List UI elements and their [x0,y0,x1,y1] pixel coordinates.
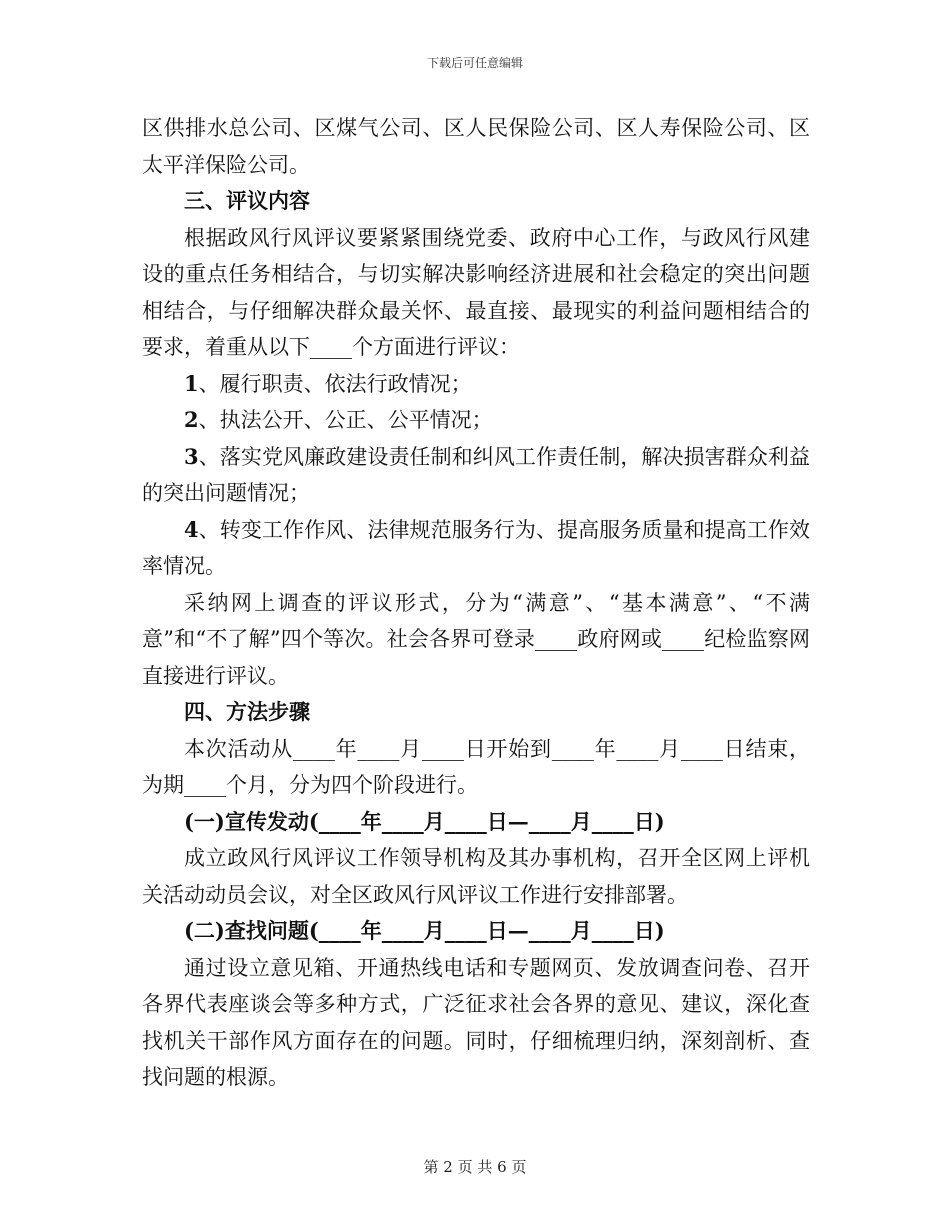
page-header: 下载后可任意编辑 [426,56,523,70]
page-footer: 第 2 页 共 6 页 [423,1158,527,1176]
paragraph-review-form: 采纳网上调查的评议形式，分为“满意”、“基本满意”、“不满意”和“不了解”四个等次。社会各界可登录____政府网或____纪检监察网直接进行评议。 [142,590,810,688]
list-item-text: 、履行职责、依法行政情况； [198,371,472,396]
paragraph-publicity-stage: 成立政风行风评议工作领导机构及其办事机构，召开全区网上评机关活动动员会议，对全区政风行风评议工作进行安排部署。 [142,846,810,907]
list-item-number: 1 [184,370,199,396]
list-item-text: 、落实党风廉政建设责任制和纠风工作责任制，解决损害群众利益的突出问题情况； [142,444,810,505]
list-item-text: 、转变工作作风、法律规范服务行为、提高服务质量和提高工作效率情况。 [142,517,810,578]
list-item-number: 3 [184,443,199,469]
list-item-number: 4 [184,516,199,542]
stage-heading-publicity: (一)宣传发动(____年____月____日—____月____日) [184,808,665,834]
paragraph-company-list: 区供排水总公司、区煤气公司、区人民保险公司、区人寿保险公司、区太平洋保险公司。 [142,116,810,177]
list-item-4 [142,512,810,585]
paragraph-find-problems-stage: 通过设立意见箱、开通热线电话和专题网页、发放调查问卷、召开各界代表座谈会等多种方式，广泛征求社会各界的意见、建议，深化查找机关干部作风方面存在的问题。同时，仔细梳理归纳，深刻剖析、查找问题的根源。 [142,955,810,1089]
list-item-text: 、执法公开、公正、公平情况； [198,408,493,432]
list-item-number: 2 [184,407,199,432]
document-body [142,110,810,1096]
section-heading-method-steps: 四、方法步骤 [184,699,310,724]
paragraph-activity-period: 本次活动从____年____月____日开始到____年____月____日结束，为期____个月，分为四个阶段进行。 [142,736,810,797]
stage-heading-find-problems: (二)查找问题(____年____月____日—____月____日) [184,918,665,943]
list-item-1 [142,366,810,403]
section-heading-review-content: 三、评议内容 [184,188,310,213]
list-item-2 [142,402,810,439]
list-item-3 [142,439,810,512]
paragraph-review-basis: 根据政风行风评议要紧紧围绕党委、政府中心工作，与政风行风建设的重点任务相结合，与切实解决影响经济进展和社会稳定的突出问题相结合，与仔细解决群众最关怀、最直接、最现实的利益问题相结合的要求，着重从以下____个方面进行评议： [142,225,810,359]
